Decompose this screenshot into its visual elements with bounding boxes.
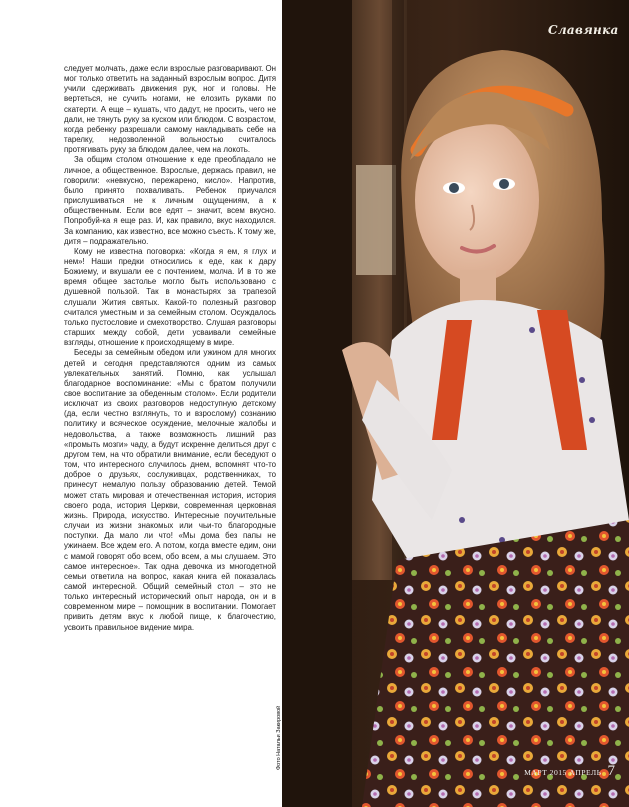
article-paragraph: следует молчать, даже если взрослые разговаривают. Он мог только ответить на заданный взрослым вопрос. Дитя учили сдерживать движения рук, ног и головы. Не вертеться, не сучить ногами, не елозить руками по скатерти. А еще – кушать, что дадут, не просить, чего не дали, не тянуть руку за куском или блюдом. С возрастом, когда ребенку разрешали самому накладывать себе на тарелку, недозволенной вольностью считалось протягивать руку за блюдом далее, чем на локоть. bbox=[64, 64, 276, 155]
article-paragraph: Кому не известна поговорка: «Когда я ем, я глух и нем»! Наши предки относились к еде, как к дару Божиему, и вкушали ее с почтением, молча. И в то же время общее застолье могло быть использовано с душевной пользой. Так в монастырях за трапезой слушали Жития святых. Какой-то полезный разговор считался уместным и за семейным столом. Осуждалось только пустословие и смехотворство. Слушая разговоры старших между собой, дети усваивали семейные взгляды, отношение к происходящему в мире. bbox=[64, 246, 276, 348]
article-paragraph: Беседы за семейным обедом или ужином для многих детей и сегодня представляются одним из самых увлекательных занятий. Помню, как услышал благодарное воспоминание: «Мы с братом получили свое воспитание за обеденным столом». Если родители исключат из своих разговоров недоступную детскому (да, если честно взглянуть, то и взрослому) сознанию политику и всяческое осуждение, мелочные жалобы и недовольства, а также возможность лишний раз «промыть мозги» чаду, а будут искренне делиться друг с другом тем, на что обратили внимание, если беседуют о том, что интересного случилось днем, вспомнят что-то доброе о друзьях, сослуживцах, родственниках, то принесут немалую пользу образованию детей. Темой может стать мировая и отечественная история, история своего рода, история Церкви, современная церковная жизнь. Природа, искусство. Интересные поучительные случаи из жизни знакомых или чьи-то благородные поступки. Да мало ли что! «Мы дома без папы не ужинаем. Все ждем его. А потом, когда вместе едим, они с мамой говорят обо всем, обо всем, а мы слушаем. Это самое интересное». Так одна девочка из многодетной семьи ответила на вопрос, какая книга ей показалась самой интересной. Общий семейный стол – это не только интересный исторический опыт народа, он и в современном мире – помощник в воспитании. Помогает привить детям вкус к любой пище, к благочестию, усвоить правильное видение мира. bbox=[64, 348, 276, 632]
page-number: 7 bbox=[607, 763, 615, 779]
girl-portrait-photo bbox=[282, 0, 629, 807]
issue-date: МАРТ 2015 АПРЕЛЬ bbox=[524, 768, 602, 777]
magazine-logo: Славянка bbox=[548, 23, 619, 37]
folio bbox=[524, 763, 615, 779]
article-body bbox=[64, 64, 276, 764]
article-paragraph: За общим столом отношение к еде преобладало не личное, а общественное. Взрослые, держась правил, не говорили: «невкусно, пережарено, кисло». Напротив, было принято похваливать. Ребенок приучался прислушиваться не к личным ощущениям, а к общественным. Если все едят – значит, всем вкусно. Попробуй-ка я еще раз. И, как правило, вкус находился. За компанию, как известно, все можно съесть. К тому же, дитя – подражательно. bbox=[64, 155, 276, 246]
photo-credit: Фото Натальи Закировой bbox=[276, 705, 282, 770]
